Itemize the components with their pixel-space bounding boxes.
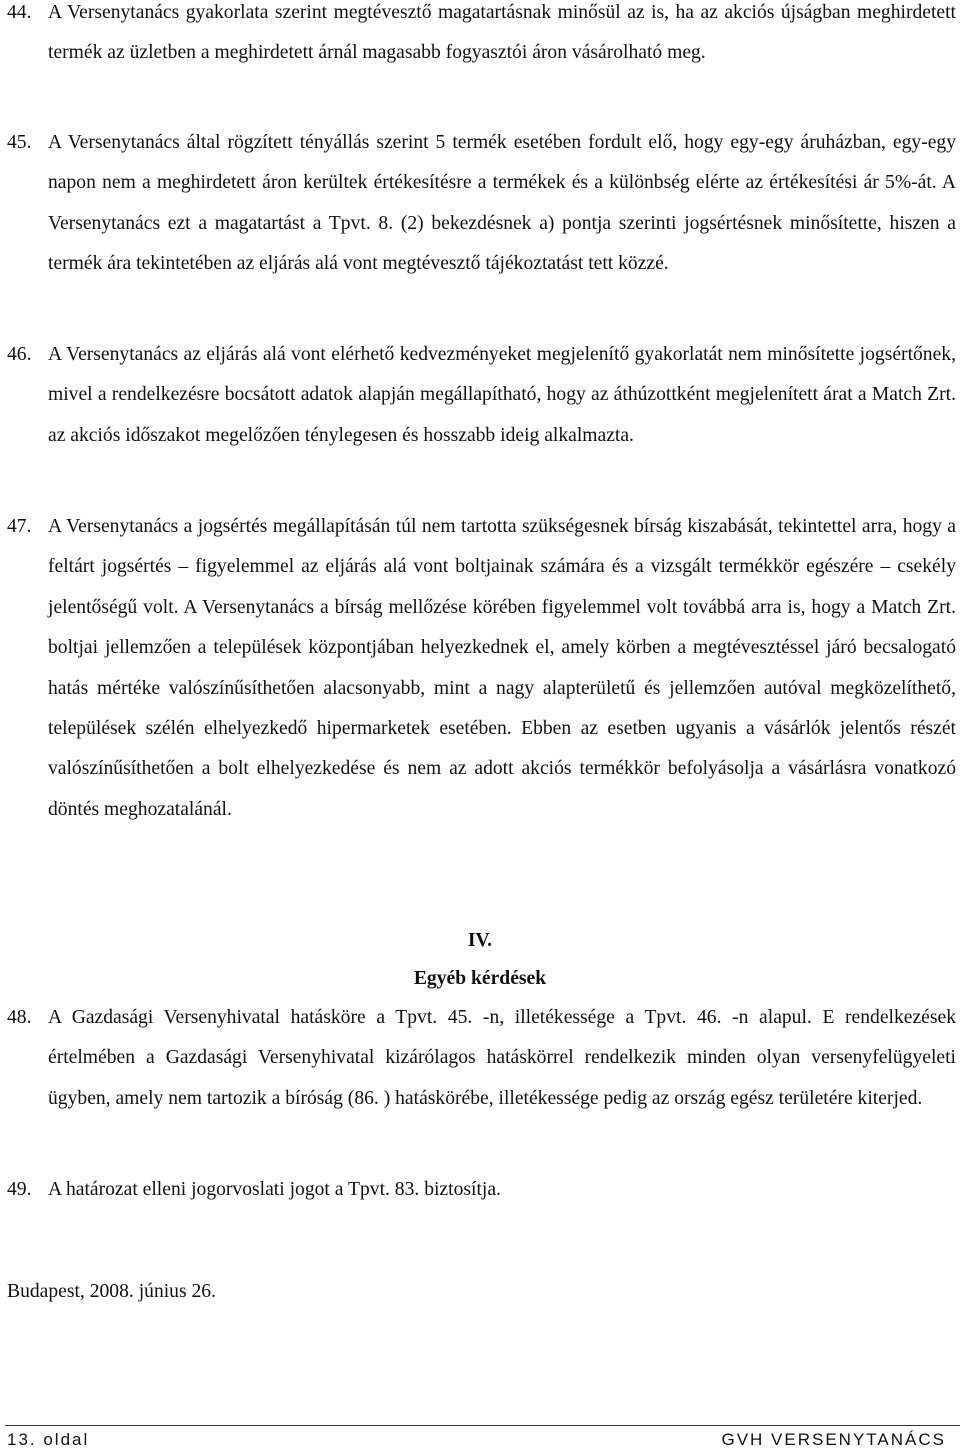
page-number: 13. oldal [7, 1430, 90, 1449]
paragraph-number: 45. [7, 132, 32, 153]
footer-organization: GVH VERSENYTANÁCS [721, 1430, 946, 1449]
paragraph-number: 49. [7, 1179, 32, 1200]
paragraph-number: 46. [7, 344, 32, 365]
paragraph-text: A Gazdasági Versenyhivatal hatásköre a Tpvt. 45. -n, illetékessége a Tpvt. 46. -n alapul. E rendelkezések értelmében a Gazdasági Versenyhivatal kizárólagos hatáskörrel rendelkezik minden olyan versenyfelügyeleti ügyben, amely nem tartozik a bíróság (86. ) hatáskörébe, illetékessége pedig az ország egész területére kiterjed. [48, 1007, 956, 1109]
section-numeral: IV. [467, 930, 493, 951]
paragraph-text: A Versenytanács a jogsértés megállapításán túl nem tartotta szükségesnek bírság kiszabását, tekintettel arra, hogy a feltárt jogsértés – figyelemmel az eljárás alá vont boltjainak számára és a vizsgált termékkör egészére – csekély jelentőségű volt. A Versenytanács a bírság mellőzése körében figyelemmel volt továbbá arra is, hogy a Match Zrt. boltjai jellemzően a települések központjában helyezkednek el, amely körben a megtévesztéssel járó becsalogató hatás mértéke valószínűsíthetően alacsonyabb, mint a nagy alapterületű és jellemzően autóval megközelíthető, települések szélén elhelyezkedő hipermarketek esetében. Ebben az esetben ugyanis a vásárlók jelentős részét valószínűsíthetően a bolt elhelyezkedése és nem az adott akciós termékkör befolyásolja a vásárlásra vonatkozó döntés meghozatalánál. [48, 516, 956, 820]
signature-place-date: Budapest, 2008. június 26. [7, 1281, 216, 1302]
paragraph-text: A Versenytanács gyakorlata szerint megtévesztő magatartásnak minősül az is, ha az akciós újságban meghirdetett termék az üzletben a meghirdetett árnál magasabb fogyasztói áron vásárolható meg. [48, 2, 956, 64]
paragraph-text: A határozat elleni jogorvoslati jogot a Tpvt. 83. biztosítja. [48, 1179, 501, 1200]
paragraph-number: 44. [7, 2, 32, 23]
section-title: Egyéb kérdések [413, 968, 547, 989]
footer-divider [5, 1425, 960, 1426]
paragraph-text: A Versenytanács által rögzített tényállás szerint 5 termék esetében fordult elő, hogy egy-egy áruházban, egy-egy napon nem a meghirdetett áron kerültek értékesítésre a termékek és a különbség elérte az értékesítési ár 5%-át. A Versenytanács ezt a magatartást a Tpvt. 8. (2) bekezdésnek a) pontja szerinti jogsértésnek minősítette, hiszen a termék ára tekintetében az eljárás alá vont megtévesztő tájékoztatást tett közzé. [48, 132, 956, 275]
paragraph-number: 48. [7, 1007, 32, 1028]
paragraph-text: A Versenytanács az eljárás alá vont elérhető kedvezményeket megjelenítő gyakorlatát nem minősítette jogsértőnek, mivel a rendelkezésre bocsátott adatok alapján megállapítható, hogy az áthúzottként megjelenített árat a Match Zrt. az akciós időszakot megelőzően ténylegesen és hosszabb ideig alkalmazta. [48, 344, 956, 446]
paragraph-number: 47. [7, 516, 32, 537]
